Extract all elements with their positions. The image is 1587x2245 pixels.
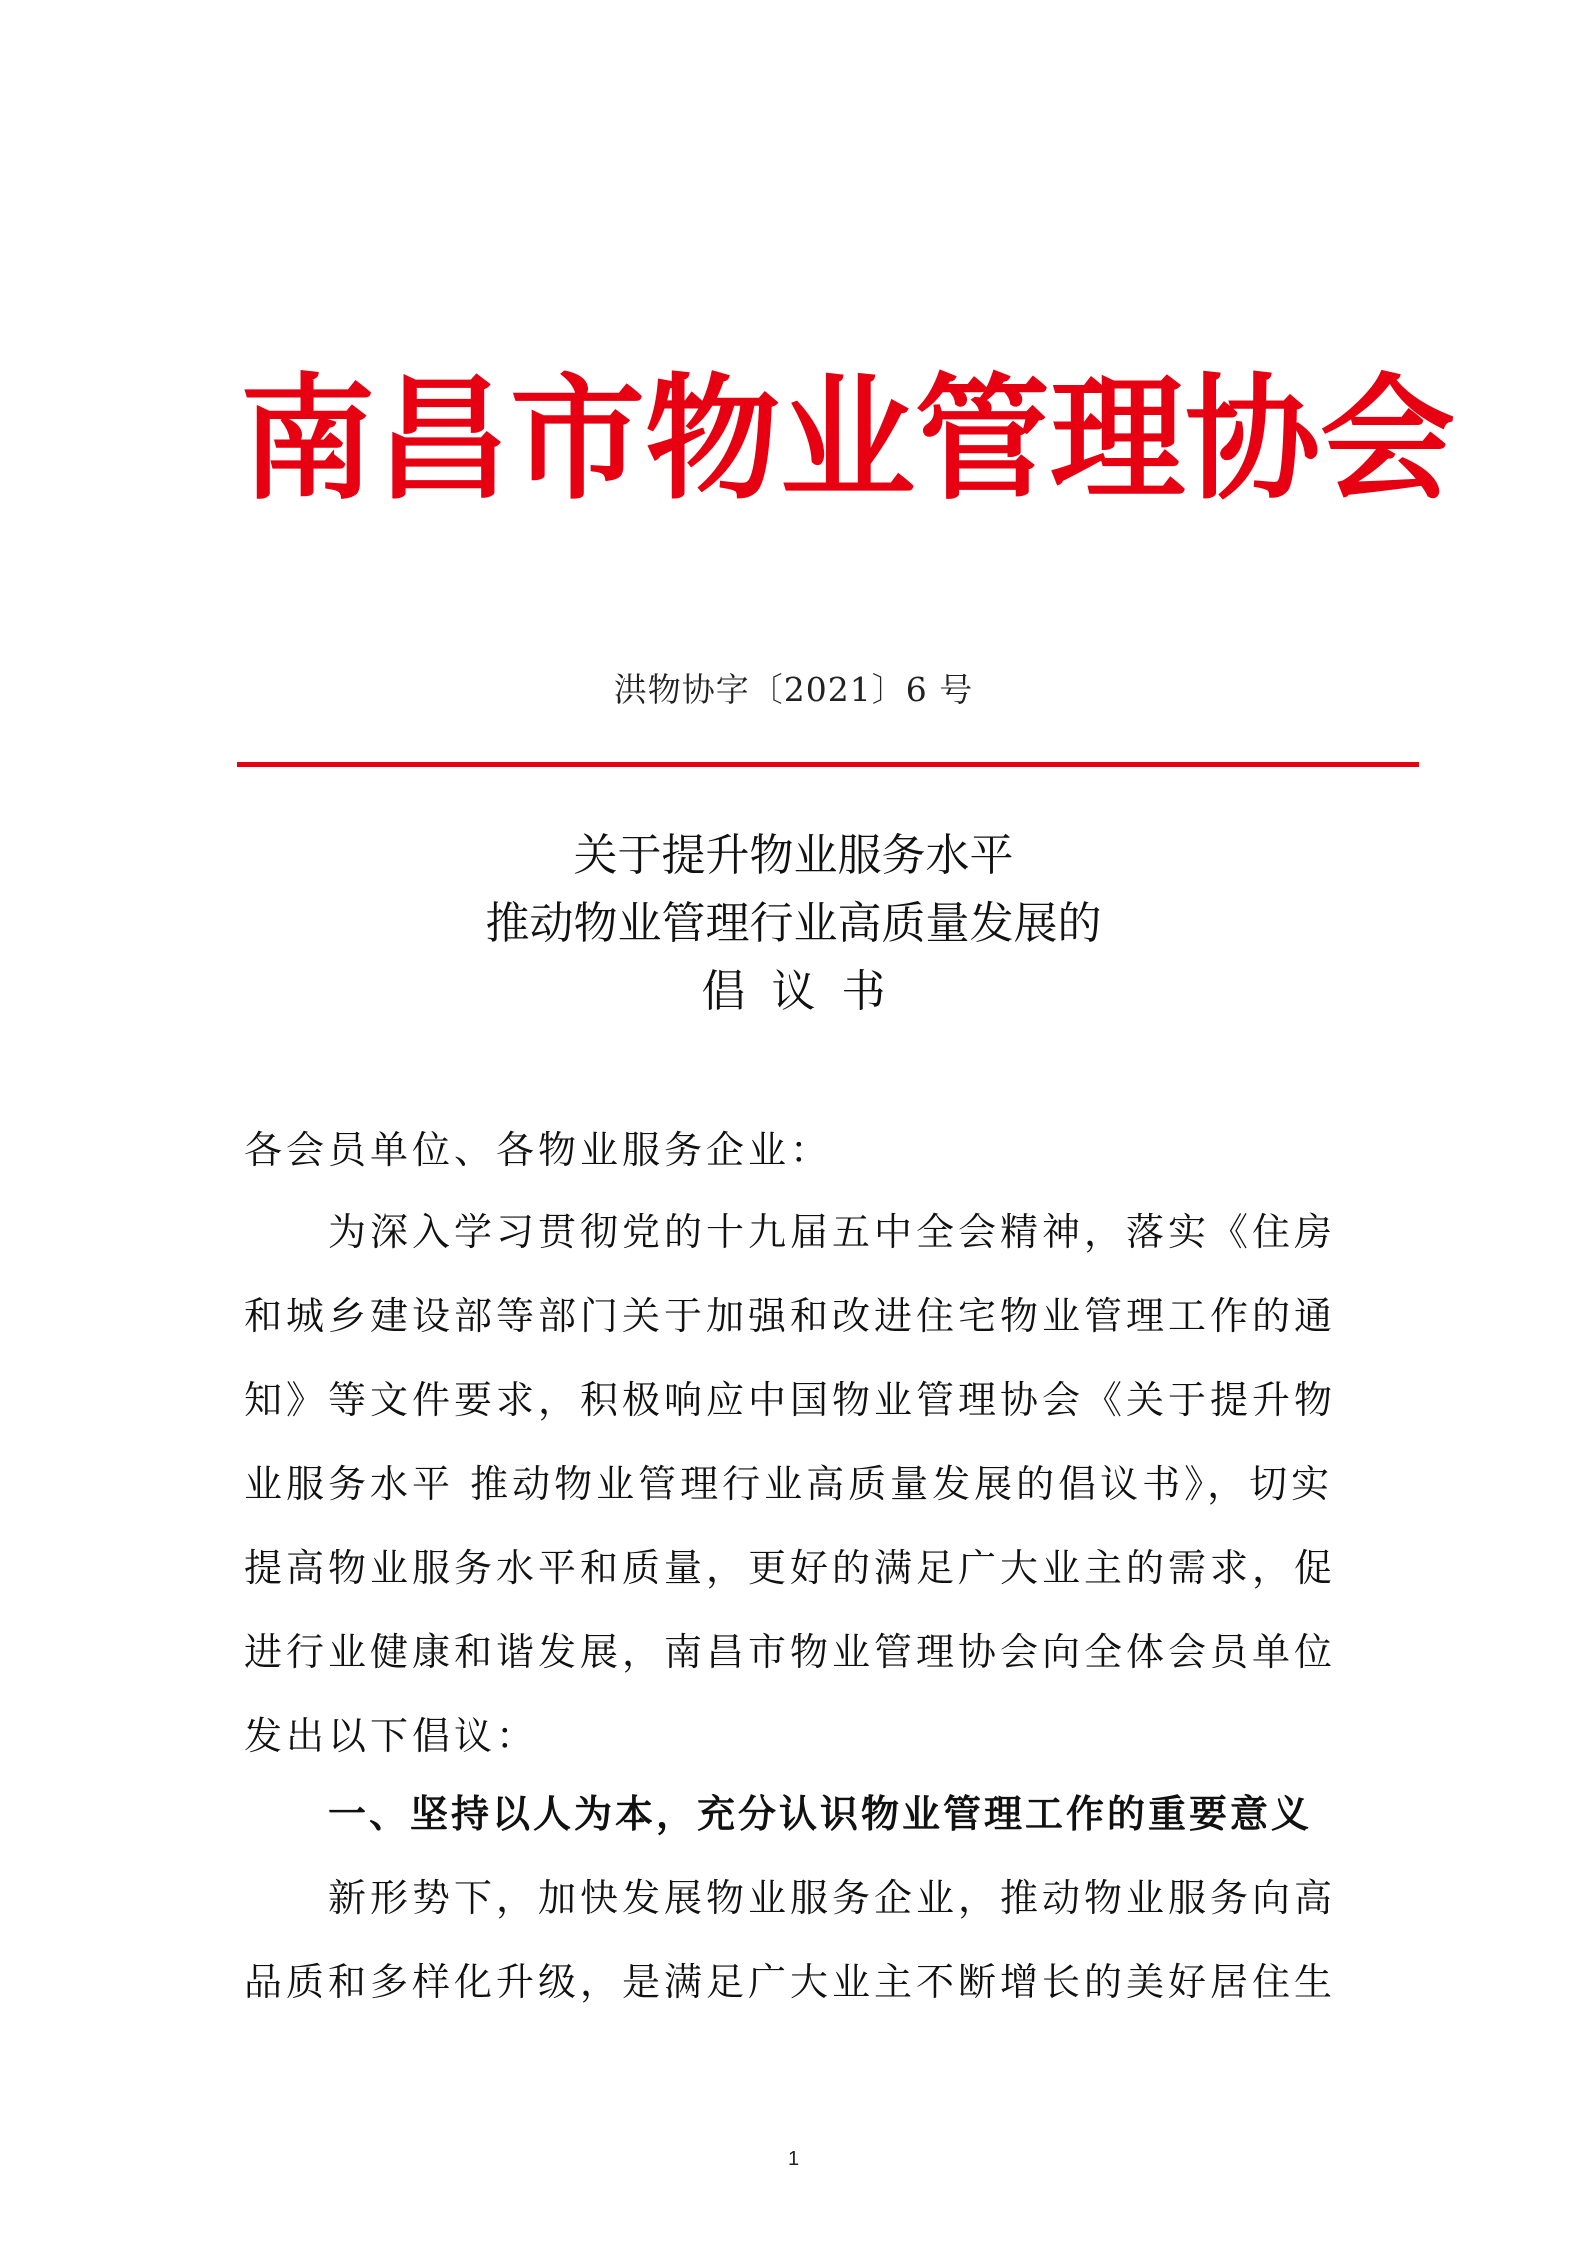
masthead-title — [240, 355, 1455, 525]
page-number: 1 — [787, 2148, 800, 2170]
masthead-char: 业 — [780, 361, 915, 518]
document-title-line-3: 倡议书 — [701, 966, 912, 1017]
document-number: 洪物协字〔2021〕6 号 — [613, 670, 974, 709]
masthead-char: 南 — [240, 361, 375, 518]
masthead-char: 昌 — [375, 361, 510, 518]
document-title-line-2: 推动物业管理行业高质量发展的 — [485, 898, 1102, 949]
body-paragraph-2: 新形势下，加快发展物业服务企业，推动物业服务向高品质和多样化升级，是满足广大业主不断增长的美好居住生 — [244, 1876, 1337, 2004]
masthead-char: 会 — [1320, 361, 1455, 518]
masthead-char: 管 — [915, 361, 1050, 518]
masthead-char: 市 — [510, 361, 645, 518]
section-heading-1: 一、坚持以人为本，充分认识物业管理工作的重要意义 — [328, 1791, 1313, 1836]
red-divider-line — [237, 762, 1419, 767]
masthead-char: 物 — [645, 361, 780, 518]
document-title-line-1: 关于提升物业服务水平 — [573, 830, 1014, 881]
body-paragraph-1: 为深入学习贯彻党的十九届五中全会精神，落实《住房和城乡建设部等部门关于加强和改进住宅物业管理工作的通知》等文件要求，积极响应中国物业管理协会《关于提升物业服务水平 推动物业管理行业高质量发展的倡议书》，切实提高物业服务水平和质量，更好的满足广大业主的需求，促进行业健康和谐发展，南昌市物业管理协会向全体会员单位发出以下倡议： — [244, 1210, 1337, 1758]
salutation: 各会员单位、各物业服务企业： — [244, 1128, 833, 1172]
masthead-char: 协 — [1185, 361, 1320, 518]
masthead-char: 理 — [1050, 361, 1185, 518]
